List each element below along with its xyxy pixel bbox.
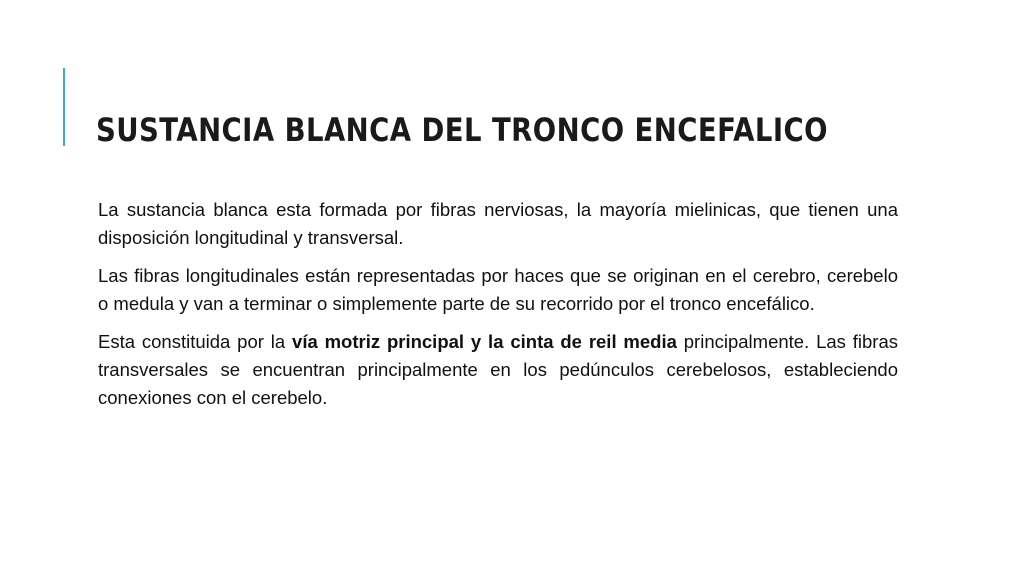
paragraph-2: Las fibras longitudinales están representadas por haces que se originan en el cerebro, cerebelo o medula y van a terminar o simplemente parte de su recorrido por el tronco encefálico. xyxy=(98,265,898,314)
paragraph-3 xyxy=(98,328,898,412)
paragraph-1: La sustancia blanca esta formada por fibras nerviosas, la mayoría mielinicas, que tienen una disposición longitudinal y transversal. xyxy=(98,199,898,248)
title-accent-bar xyxy=(63,68,65,146)
slide-body xyxy=(98,196,898,422)
slide-title: SUSTANCIA BLANCA DEL TRONCO ENCEFALICO xyxy=(96,111,828,149)
paragraph-3-intro: Esta constituida por la xyxy=(98,331,293,352)
paragraph-3-bold: vía motriz principal y la cinta de reil media xyxy=(292,331,677,352)
paragraph-3-rest: principalmente. Las fibras transversales se encuentran principalmente en los pedúnculos cerebelosos, estableciendo conexiones con el cerebelo. xyxy=(98,331,898,408)
